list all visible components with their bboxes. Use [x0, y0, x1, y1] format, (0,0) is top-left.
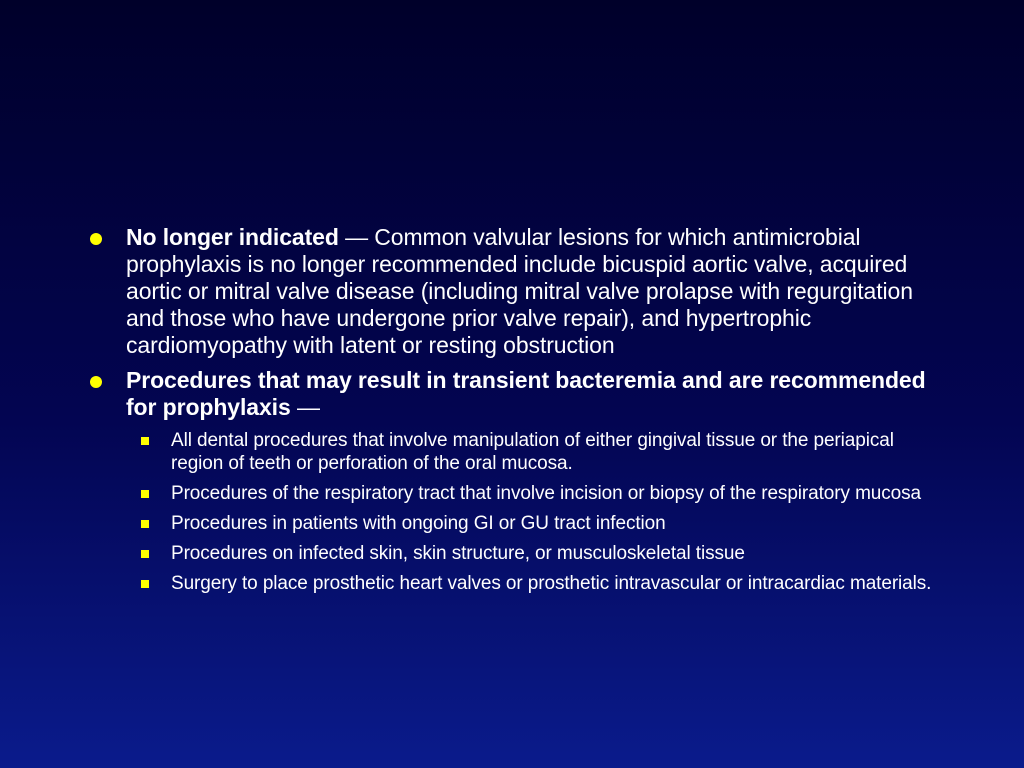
sub-bullet-skin — [133, 542, 948, 565]
slide-content — [88, 224, 948, 602]
sub-bullet-text: Procedures in patients with ongoing GI or GU tract infection — [171, 513, 666, 534]
sub-bullet-text: All dental procedures that involve manipulation of either gingival tissue or the periapical region of teeth or perforation of the oral mucosa. — [171, 430, 894, 474]
sub-bullet-respiratory — [133, 482, 948, 505]
square-bullet-icon — [141, 490, 149, 498]
square-bullet-icon — [141, 520, 149, 528]
bullet-no-longer-indicated — [88, 224, 948, 359]
sub-bullet-text: Surgery to place prosthetic heart valves or prosthetic intravascular or intracardiac materials. — [171, 573, 932, 594]
sub-bullet-gi-gu — [133, 512, 948, 535]
sub-bullet-text: Procedures on infected skin, skin structure, or musculoskeletal tissue — [171, 543, 745, 564]
sub-bullet-dental — [133, 429, 948, 475]
sub-bullet-text: Procedures of the respiratory tract that involve incision or biopsy of the respiratory mucosa — [171, 483, 921, 504]
round-bullet-icon — [90, 376, 102, 388]
round-bullet-icon — [90, 233, 102, 245]
bullet-heading: No longer indicated — [126, 224, 339, 250]
procedures-sublist — [88, 429, 948, 595]
square-bullet-icon — [141, 437, 149, 445]
sub-bullet-surgery — [133, 572, 948, 595]
bullet-text: — Common valvular lesions for which antimicrobial prophylaxis is no longer recommended include bicuspid aortic valve, acquired aortic or mitral valve disease (including mitral valve prolapse with regurgitation and those who have undergone prior valve repair), and hypertrophic cardiomyopathy with latent or resting obstruction — [126, 224, 913, 358]
bullet-text: — — [290, 394, 320, 420]
bullet-heading: Procedures that may result in transient bacteremia and are recommended for prophylaxis — [126, 367, 926, 420]
square-bullet-icon — [141, 550, 149, 558]
square-bullet-icon — [141, 580, 149, 588]
bullet-procedures-prophylaxis — [88, 367, 948, 421]
